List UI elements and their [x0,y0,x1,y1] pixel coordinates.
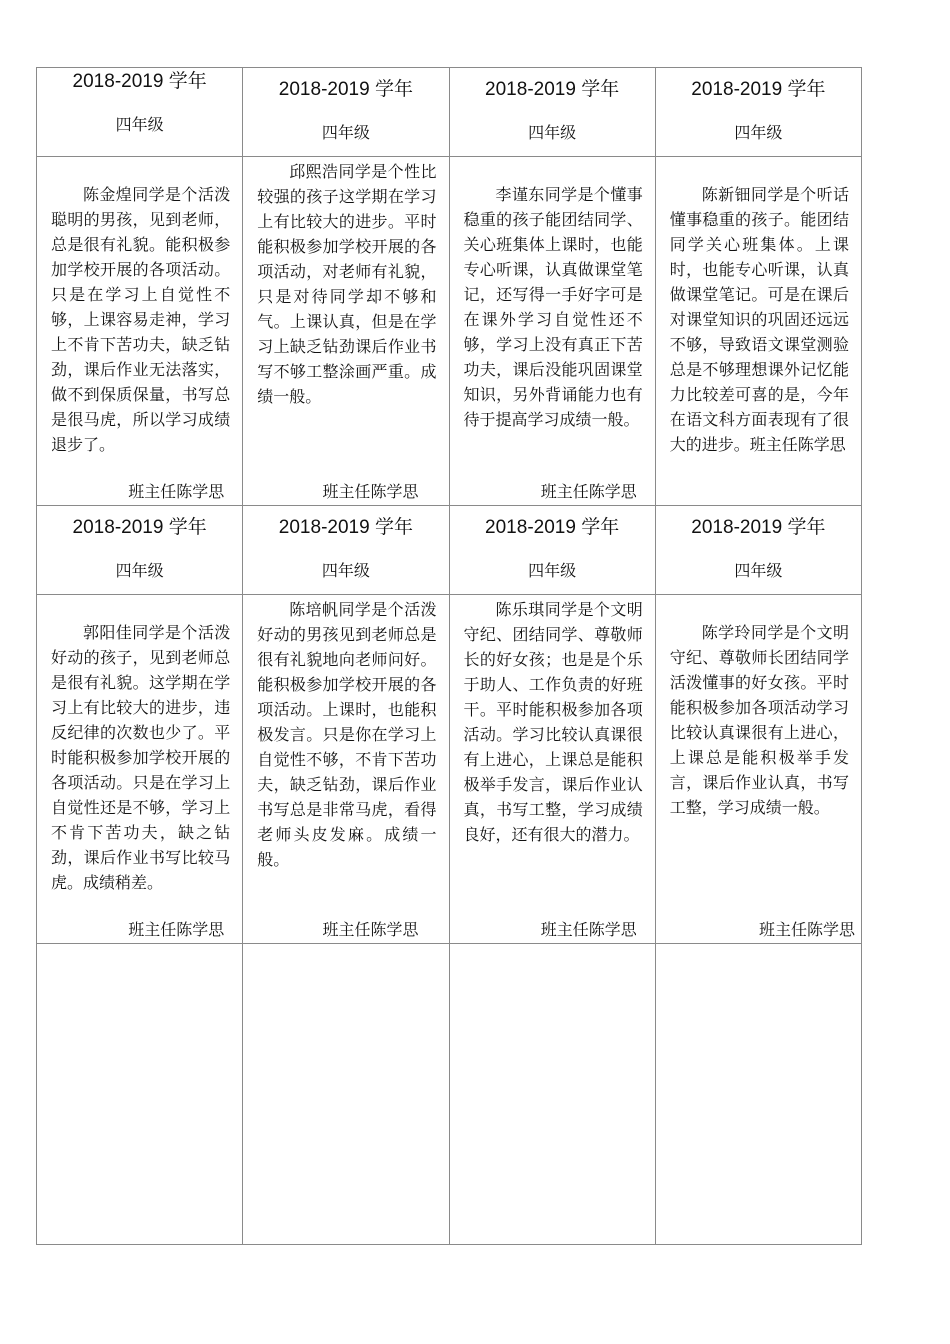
comment-cell [37,595,243,944]
grade-label: 四年级 [528,561,577,580]
teacher-comment: 陈学玲同学是个文明守纪、尊敬师长团结同学活泼懂事的好女孩。平时能积极参加各项活动学习比较认真课很有上进心，上课总是能积极举手发言，课后作业认真，书写工整，学习成绩一般。 [669,623,849,817]
teacher-comment: 郭阳佳同学是个活泼好动的孩子，见到老师总是很有礼貌。这学期在学习上有比较大的进步，违反纪律的次数也少了。平时能积极参加学校开展的各项活动。只是在学习上自觉性还是不够，学习上不肯下苦功夫，缺之钻劲，课后作业书写比较马虎。成绩稍差。 [51,623,231,892]
school-year: 2018-2019 学年 [691,517,826,538]
grade-label: 四年级 [528,123,577,142]
school-year: 2018-2019 学年 [485,79,620,100]
school-year: 2018-2019 学年 [278,79,413,100]
teacher-signature: 班主任陈学思 [128,920,225,939]
teacher-signature: 班主任陈学思 [322,482,419,501]
grade-label: 四年级 [115,561,164,580]
teacher-signature: 班主任陈学思 [128,482,225,501]
card-header [37,506,243,595]
teacher-comment: 陈金煌同学是个活泼聪明的男孩，见到老师，总是很有礼貌。能积极参加学校开展的各项活动。只是在学习上自觉性不够，上课容易走神，学习上不肯下苦功夫，缺乏钻劲，课后作业无法落实，做不到保质保量，书写总是很马虎，所以学习成绩退步了。 [51,185,231,454]
teacher-signature: 班主任陈学思 [758,920,855,939]
teacher-comment: 陈培帆同学是个活泼好动的男孩见到老师总是很有礼貌地向老师问好。能积极参加学校开展的各项活动。上课时，也能积极发言。只是你在学习上自觉性不够，不肯下苦功夫，缺乏钻劲，课后作业书写总是非常马虎，看得老师头皮发麻。成绩一般。 [257,600,437,869]
school-year: 2018-2019 学年 [278,517,413,538]
teacher-signature: 班主任陈学思 [540,920,637,939]
card-header [449,68,655,157]
grade-label: 四年级 [115,115,164,134]
empty-cell [449,944,655,1245]
comment-cell [243,595,449,944]
grade-label: 四年级 [734,561,783,580]
empty-cell [655,944,861,1245]
header-row-1 [37,68,862,157]
card-header [37,68,243,157]
comment-cell [449,595,655,944]
header-row-2 [37,506,862,595]
teacher-comment: 陈新钿同学是个听话懂事稳重的孩子。能团结同学关心班集体。上课时，也能专心听课，认真做课堂笔记。可是在课后对课堂知识的巩固还远远不够，导致语文课堂测验总是不够理想课外记忆能力比较差可喜的是，今年在语文科方面表现有了很大的进步。班主任陈学思 [669,185,849,454]
comment-cell [655,595,861,944]
comment-row-2 [37,595,862,944]
grade-label: 四年级 [734,123,783,142]
school-year: 2018-2019 学年 [485,517,620,538]
card-header [449,506,655,595]
empty-row [37,944,862,1245]
comment-cell [37,157,243,506]
card-header [243,506,449,595]
comment-row-1 [37,157,862,506]
teacher-comment: 邱熙浩同学是个性比较强的孩子这学期在学习上有比较大的进步。平时能积极参加学校开展的各项活动，对老师有礼貌，只是对待同学却不够和气。上课认真，但是在学习上缺乏钻劲课后作业书写不够工整涂画严重。成绩一般。 [257,162,437,406]
empty-cell [37,944,243,1245]
school-year: 2018-2019 学年 [72,71,207,92]
card-header [655,68,861,157]
grade-label: 四年级 [321,561,370,580]
comment-cell [655,157,861,506]
empty-cell [243,944,449,1245]
comment-cell [243,157,449,506]
teacher-signature: 班主任陈学思 [540,482,637,501]
teacher-comment: 陈乐琪同学是个文明守纪、团结同学、尊敬师长的好女孩；也是是个乐于助人、工作负责的好班干。平时能积极参加各项活动。学习比较认真课很有上进心，上课总是能积极举手发言，课后作业认真，书写工整，学习成绩良好，还有很大的潜力。 [463,600,643,844]
teacher-comment: 李谨东同学是个懂事稳重的孩子能团结同学、关心班集体上课时，也能专心听课，认真做课堂笔记，还写得一手好字可是在课外学习自觉性还不够，学习上没有真正下苦功夫，课后没能巩固课堂知识，另外背诵能力也有待于提高学习成绩一般。 [463,185,643,429]
card-header [655,506,861,595]
school-year: 2018-2019 学年 [72,517,207,538]
comment-card-table [36,67,862,1245]
comment-cell [449,157,655,506]
teacher-signature: 班主任陈学思 [322,920,419,939]
school-year: 2018-2019 学年 [691,79,826,100]
grade-label: 四年级 [321,123,370,142]
card-header [243,68,449,157]
